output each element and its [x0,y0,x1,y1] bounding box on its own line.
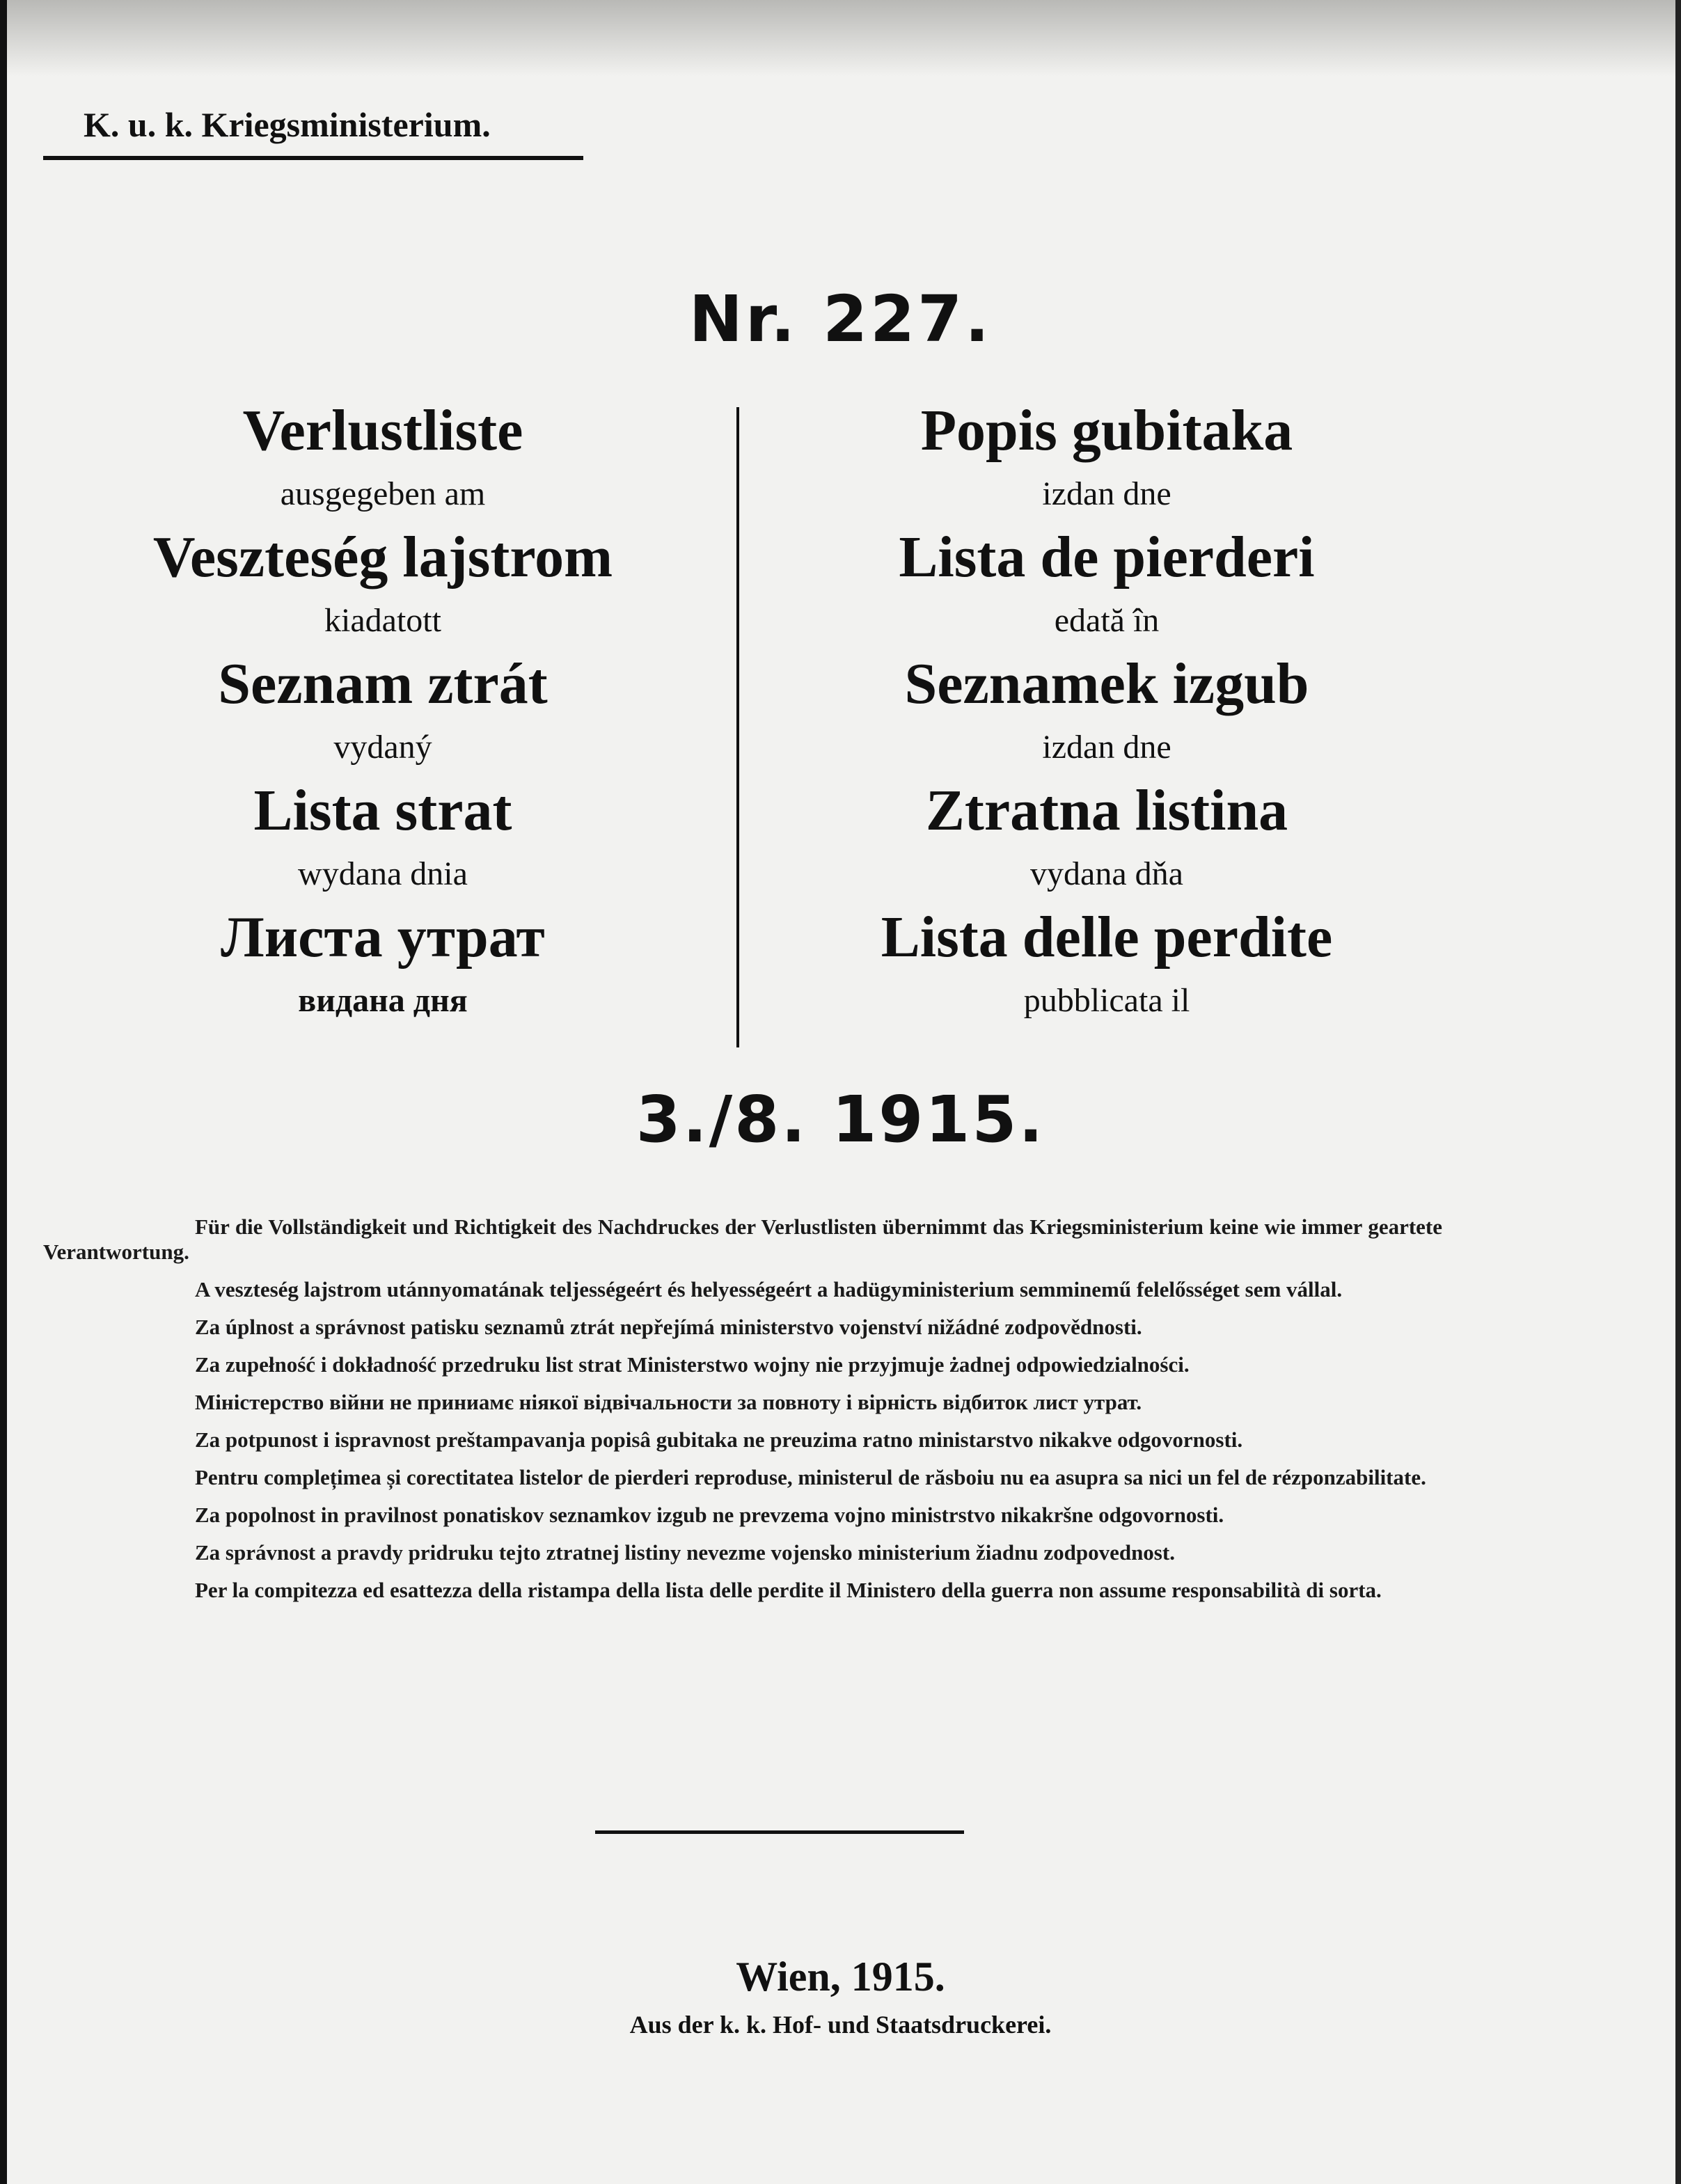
issue-date: 3./8. 1915. [636,1082,1045,1157]
title-romanian: Lista de pierderi [899,525,1315,589]
disclaimer-paragraph: Za zupełność i dokładność przedruku list strat Ministerstwo wojny nie przyjmuje żadnej odpowiedzialności. [195,1352,1190,1377]
disclaimer-paragraph: Für die Vollständigkeit und Richtigkeit des Nachdruckes der Verlustlisten übernimmt das Kriegsministerium keine wie immer geartete Verantwortung. [43,1214,1442,1264]
title-czech: Seznam ztrát [218,651,548,716]
subtitle-czech: vydaný [333,729,432,766]
header-underline [43,156,583,160]
subtitle-croatian: izdan dne [1042,475,1171,512]
disclaimer-paragraph: Per la compitezza ed esattezza della ristampa della lista delle perdite il Ministero della guerra non assume responsabilità di sorta. [195,1578,1382,1602]
disclaimer-paragraph: Za správnost a pravdy pridruku tejto ztratnej listiny nevezme vojensko ministerium žiadnu zodpovednost. [195,1540,1175,1565]
left-title-column [90,398,675,1031]
ministry-header: K. u. k. Kriegsministerium. [84,105,491,144]
subtitle-ukrainian: видана дня [298,982,468,1019]
subtitle-hungarian: kiadatott [324,602,441,639]
footer-rule [595,1830,964,1834]
disclaimer-block [43,1214,1442,1615]
subtitle-slovenian: izdan dne [1042,729,1171,766]
title-croatian: Popis gubitaka [920,398,1293,463]
subtitle-romanian: edată în [1054,602,1160,639]
title-german: Verlustliste [242,398,523,463]
scan-top-shade [7,0,1675,77]
disclaimer-paragraph: Pentru complețimea și corectitatea listelor de pierderi reproduse, ministerul de răsboiu nu ea asupra sa nici un fel de rézponzabilitate. [195,1465,1426,1489]
subtitle-polish: wydana dnia [298,855,468,892]
title-slovenian: Seznamek izgub [904,651,1309,716]
subtitle-german: ausgegeben am [280,475,486,512]
imprint-city: Wien, 1915. [736,1954,945,2000]
disclaimer-paragraph: Za popolnost in pravilnost ponatiskov seznamkov izgub ne prevzema vojno ministrstvo nikakršne odgovornosti. [195,1503,1224,1527]
subtitle-italian: pubblicata il [1023,982,1190,1019]
imprint-printer: Aus der k. k. Hof- und Staatsdruckerei. [629,2011,1052,2039]
disclaimer-paragraph: A veszteség lajstrom utánnyomatának teljességeért és helyességeért a hadügyministerium semminemű felelősséget sem vállal. [195,1277,1343,1301]
title-hungarian: Veszteség lajstrom [152,525,613,589]
title-ukrainian: Листа утрат [221,905,545,970]
title-italian: Lista delle perdite [881,905,1333,970]
title-polish: Lista strat [253,778,512,843]
column-divider [736,407,739,1047]
title-slovak: Ztratna listina [925,778,1288,843]
disclaimer-paragraph: Міністерство війни не приниамє ніякої відвічальности за повноту і вірність відбиток лист утрат. [195,1390,1142,1414]
subtitle-slovak: vydana dňa [1030,855,1183,892]
disclaimer-paragraph: Za potpunost i ispravnost preštampavanja popisâ gubitaka ne preuzima ratno ministarstvo nikakve odgovornosti. [195,1427,1243,1452]
disclaimer-paragraph: Za úplnost a správnost patisku seznamů ztrát nepřejímá ministerstvo vojenství nižádné zodpovědnosti. [195,1315,1142,1339]
list-number: Nr. 227. [688,282,993,356]
right-title-column [794,398,1420,1031]
